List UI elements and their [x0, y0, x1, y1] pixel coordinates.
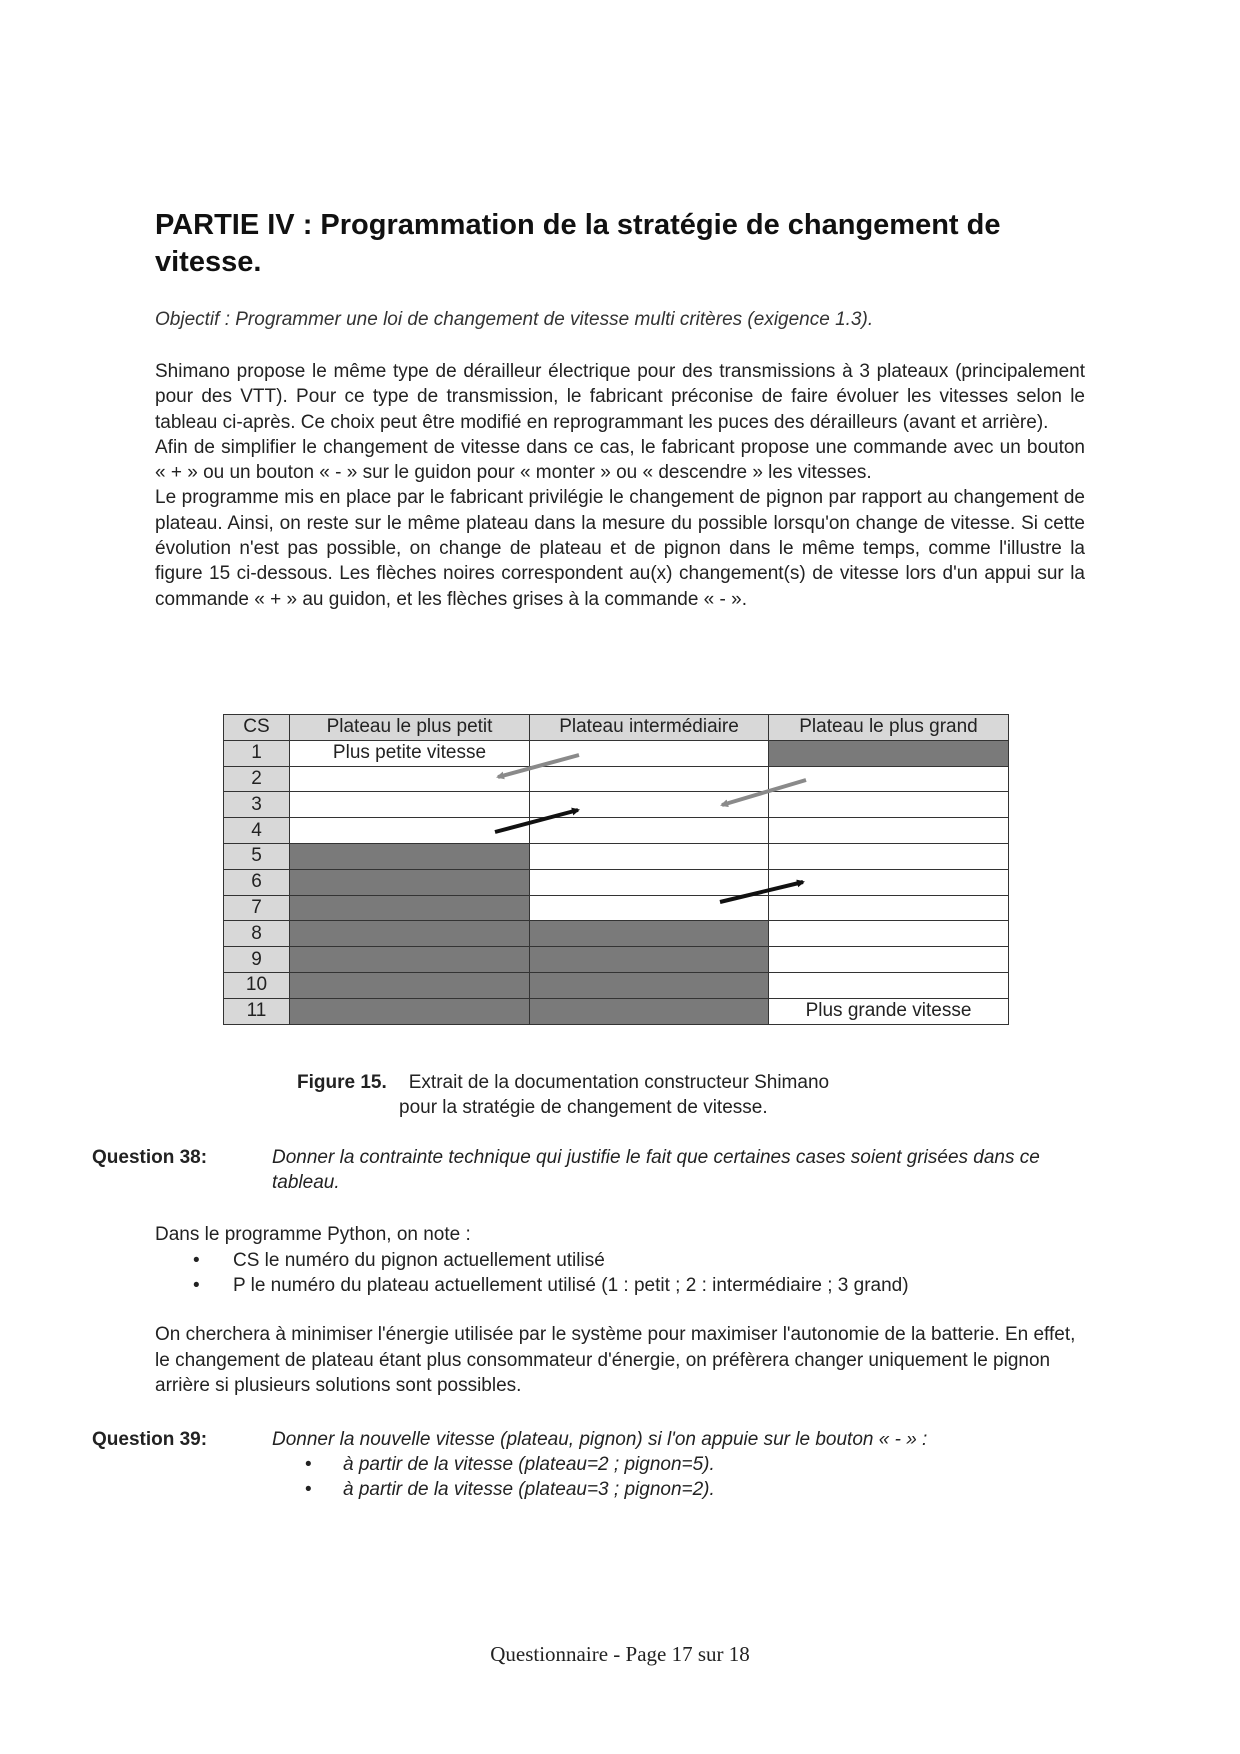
gear-cell: [769, 895, 1009, 921]
question-label: Question 39:: [92, 1429, 208, 1450]
cs-cell: 9: [224, 947, 290, 973]
paragraph: Afin de simplifier le changement de vitesse dans ce cas, le fabricant propose une commande avec un bouton « + » ou un bouton « - » sur le guidon pour « monter » ou « descendre » les vitesses.: [155, 436, 1085, 484]
cs-cell: 1: [224, 740, 290, 766]
list-item: • à partir de la vitesse (plateau=2 ; pignon=5).: [305, 1452, 1112, 1477]
cs-cell: 4: [224, 818, 290, 844]
header-cs: CS: [224, 715, 290, 741]
grey-cell: [290, 947, 530, 973]
gear-cell: [290, 792, 530, 818]
table-row: [224, 818, 1009, 844]
gear-cell: [769, 792, 1009, 818]
list-item: • P le numéro du plateau actuellement utilisé (1 : petit ; 2 : intermédiaire ; 3 grand): [193, 1273, 1085, 1299]
header-plateau-petit: Plateau le plus petit: [290, 715, 530, 741]
cs-cell: 3: [224, 792, 290, 818]
table-row: [224, 998, 1009, 1024]
table-row: [224, 766, 1009, 792]
grey-cell: [290, 869, 530, 895]
cs-cell: 7: [224, 895, 290, 921]
table-body: [224, 740, 1009, 1024]
gear-cell: Plus grande vitesse: [769, 998, 1009, 1024]
grey-cell: [769, 740, 1009, 766]
table-row: [224, 869, 1009, 895]
cs-cell: 6: [224, 869, 290, 895]
gear-cell: [530, 818, 769, 844]
grey-cell: [530, 921, 769, 947]
question-text: Donner la contrainte technique qui justifie le fait que certaines cases soient grisées dans ce tableau.: [272, 1147, 1040, 1193]
grey-cell: [290, 895, 530, 921]
list-item: • à partir de la vitesse (plateau=3 ; pignon=2).: [305, 1477, 1112, 1502]
gear-cell: [769, 843, 1009, 869]
cs-cell: 5: [224, 843, 290, 869]
gear-cell: [530, 895, 769, 921]
grey-cell: [290, 998, 530, 1024]
gear-cell: [530, 792, 769, 818]
gear-cell: [290, 766, 530, 792]
figure-caption-line2: pour la stratégie de changement de vitesse.: [399, 1097, 768, 1118]
grey-cell: [290, 921, 530, 947]
cs-cell: 10: [224, 972, 290, 998]
page-footer: Questionnaire - Page 17 sur 18: [490, 1642, 750, 1666]
section-title: PARTIE IV : Programmation de la stratégie de changement de vitesse.: [155, 209, 1001, 278]
gear-cell: [290, 818, 530, 844]
figure-caption-line1: Extrait de la documentation constructeur Shimano: [408, 1072, 830, 1093]
question-body: [272, 1427, 1112, 1502]
table-row: [224, 740, 1009, 766]
table-row: [224, 895, 1009, 921]
energy-paragraph: On cherchera à minimiser l'énergie utilisée par le système pour maximiser l'autonomie de la batterie. En effet, le changement de plateau étant plus consommateur d'énergie, on préfèrera changer uniquement le pignon arrière si plusieurs solutions sont possibles.: [155, 1324, 1076, 1396]
gear-cell: Plus petite vitesse: [290, 740, 530, 766]
grey-cell: [530, 972, 769, 998]
figure-caption: [297, 1070, 997, 1120]
intro-paragraphs: [155, 359, 1085, 612]
table-row: [224, 947, 1009, 973]
gear-table: [223, 714, 1009, 1025]
objective-text: Objectif : Programmer une loi de changement de vitesse multi critères (exigence 1.3).: [155, 309, 874, 330]
header-plateau-grand: Plateau le plus grand: [769, 715, 1009, 741]
gear-cell: [769, 869, 1009, 895]
grey-cell: [290, 843, 530, 869]
gear-cell: [530, 766, 769, 792]
table-row: [224, 843, 1009, 869]
grey-cell: [530, 998, 769, 1024]
gear-cell: [530, 740, 769, 766]
python-bullet-list: [155, 1248, 1085, 1299]
paragraph: Shimano propose le même type de dérailleur électrique pour des transmissions à 3 plateaux (principalement pour des VTT). Pour ce type de transmission, le fabricant préconise de faire évoluer les vitesses selon le tableau ci-après. Ce choix peut être modifié en reprogrammant les puces des dérailleurs (avant et arrière).: [155, 361, 1085, 433]
paragraph: Le programme mis en place par le fabricant privilégie le changement de pignon par rapport au changement de plateau. Ainsi, on reste sur le même plateau dans la mesure du possible lorsqu'on change de vitesse. Si cette évolution n'est pas possible, on change de plateau et de pignon dans le même temps, comme l'illustre la figure 15 ci-dessous. Les flèches noires correspondent au(x) changement(s) de vitesse lors d'un appui sur la commande « + » au guidon, et les flèches grises à la commande « - ».: [155, 487, 1085, 610]
gear-cell: [769, 947, 1009, 973]
question-text: Donner la nouvelle vitesse (plateau, pignon) si l'on appuie sur le bouton « - » :: [272, 1429, 928, 1450]
figure-label: Figure 15.: [297, 1072, 387, 1093]
header-plateau-intermediaire: Plateau intermédiaire: [530, 715, 769, 741]
python-intro: Dans le programme Python, on note :: [155, 1224, 471, 1245]
grey-cell: [290, 972, 530, 998]
table-header-row: [224, 715, 1009, 741]
table-row: [224, 921, 1009, 947]
gear-cell: [530, 869, 769, 895]
question-bullet-list: [272, 1452, 1112, 1502]
python-notation: [155, 1222, 1085, 1299]
gear-cell: [769, 766, 1009, 792]
question-label: Question 38:: [92, 1147, 208, 1168]
cs-cell: 8: [224, 921, 290, 947]
cs-cell: 2: [224, 766, 290, 792]
gear-cell: [769, 972, 1009, 998]
gear-cell: [530, 843, 769, 869]
table-row: [224, 792, 1009, 818]
gear-cell: [769, 921, 1009, 947]
cs-cell: 11: [224, 998, 290, 1024]
list-item: • CS le numéro du pignon actuellement utilisé: [193, 1248, 1085, 1274]
grey-cell: [530, 947, 769, 973]
gear-cell: [769, 818, 1009, 844]
table-row: [224, 972, 1009, 998]
